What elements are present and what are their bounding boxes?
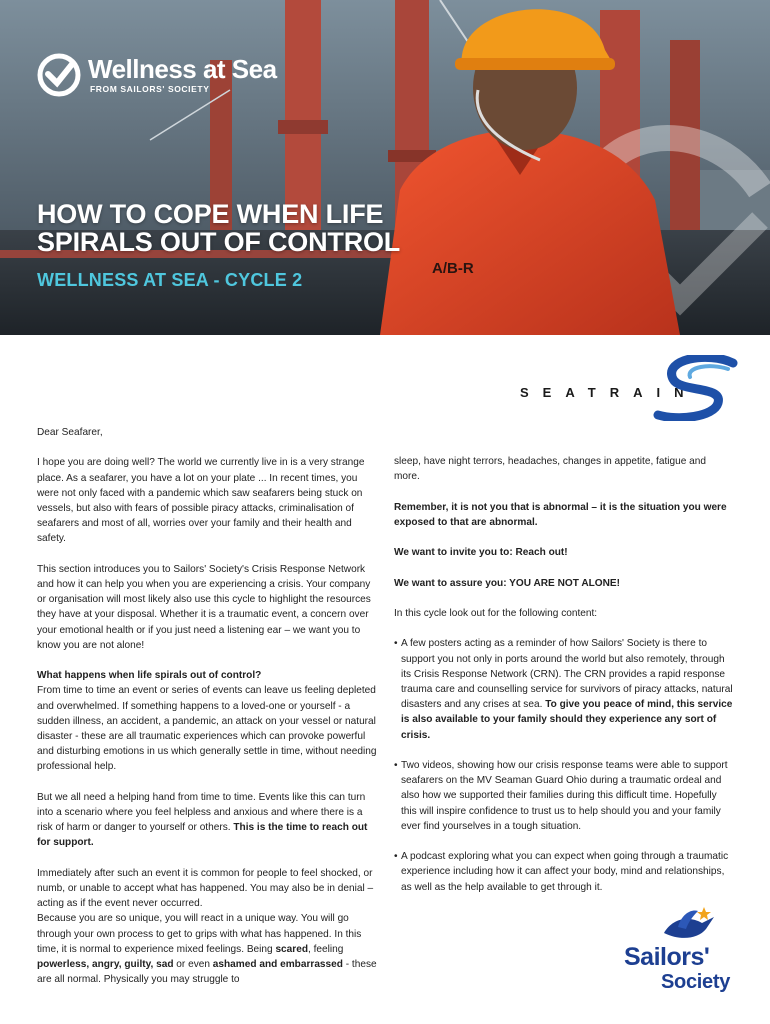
hero-banner (0, 0, 770, 335)
check-circle-icon (36, 52, 82, 98)
invite-bold: We want to invite you to: Reach out! (394, 547, 568, 559)
bullet-marker: • (394, 759, 398, 771)
brand-title: Wellness at Sea (88, 54, 277, 84)
dove-icon (658, 905, 718, 945)
reactions-text-b: Because you are so unique, you will react in a unique way. You will go through your own process to get to grips with what has happened. In this time, it is normal to experience mixed feelings. Being (37, 913, 362, 955)
coverall-badge-text: A/B-R (432, 260, 474, 277)
list-item (394, 849, 734, 895)
videos-text: Two videos, showing how our crisis response teams were able to support seafarers on the MV Seaman Guard Ohio during a traumatic ordeal and also how we supported their families during this difficult time. Hopefully this will inspire confidence to trust us to help should you and your family ever find yourselves in a tough situation. (401, 759, 728, 832)
crisis-network-paragraph: This section introduces you to Sailors' Society's Crisis Response Network and how it can help you when you are experiencing a crisis. Your company or organisation will most likely also use this cycle to highlight the resources they have at your disposal. Whether it is a traumatic event, a concern over your emotional health or if you just need a listening ear – we want you to know you are not alone! (37, 563, 371, 651)
helping-hand-paragraph (37, 790, 377, 851)
reach-out-callout: This is the time to reach out for support. (37, 822, 368, 849)
greeting: Dear Seafarer, (37, 427, 103, 438)
podcast-text: A podcast exploring what you can expect when going through a traumatic experience including how it can affect your body, mind and relationships, as well as the help available to get through it. (401, 851, 729, 893)
bullet-marker: • (394, 851, 398, 863)
list-item (394, 636, 734, 742)
lookout-paragraph: In this cycle look out for the following content: (394, 607, 598, 619)
wellness-at-sea-logo (36, 52, 277, 98)
seatrain-logo (520, 355, 750, 421)
right-column (394, 454, 734, 910)
society-wordmark: Society (661, 971, 731, 993)
reactions-paragraph (37, 866, 377, 988)
reactions-or: or even (173, 959, 213, 971)
symptoms-paragraph: sleep, have night terrors, headaches, changes in appetite, fatigue and more. (394, 456, 706, 483)
posters-bold: To give you peace of mind, this service is also available to your family should they experience any sort of crisis. (401, 699, 733, 741)
remember-bold: Remember, it is not you that is abnormal – it is the situation you were exposed to that are abnormal. (394, 501, 727, 528)
seatrain-s-icon (638, 355, 738, 421)
star-icon (697, 907, 711, 920)
spirals-text: From time to time an event or series of events can leave us feeling depleted and overwhelmed. If something happens to a loved-one or yourself - a sudden illness, an accident, a pandemic, an attack on your vessel or natural disaster - these are all traumatic experiences which can provoke powerful and disturbing emotions in us which generally settle in time, without needing professional help. (37, 685, 377, 773)
assure-bold: We want to assure you: YOU ARE NOT ALONE! (394, 577, 621, 589)
feelings-bold: powerless, angry, guilty, sad (37, 959, 174, 971)
invite-paragraph (394, 545, 734, 560)
sailors-society-logo (620, 905, 740, 1005)
page-subtitle: WELLNESS AT SEA - CYCLE 2 (37, 270, 303, 290)
spirals-paragraph (37, 668, 377, 774)
brand-subtitle: FROM SAILORS' SOCIETY (90, 84, 210, 94)
section-heading: What happens when life spirals out of control? (37, 670, 262, 682)
assure-paragraph (394, 576, 734, 591)
ashamed-bold: ashamed and embarrassed (212, 959, 343, 971)
title-line-2: SPIRALS OUT OF CONTROL (37, 227, 401, 257)
remember-paragraph (394, 500, 734, 530)
helping-hand-text: But we all need a helping hand from time to time. Events like this can turn into a scenario where you feel helpless and anxious and where there is a risk of harm or danger to yourself or others. (37, 791, 366, 834)
title-line-1: HOW TO COPE WHEN LIFE (37, 199, 384, 229)
intro-paragraph: I hope you are doing well? The world we currently live in is a very strange place. As a seafarer, you have a lot on your plate ... In recent times, you were not only faced with a pandemic which saw seafarers being stuck on vessels, but also with fears of possible piracy attacks, criminalisation of seafarers and most of all, worries over your family and their health and safety. (37, 457, 365, 545)
sailors-wordmark: Sailors' (624, 943, 710, 971)
seatrain-wordmark: SEATRAIN (520, 385, 698, 400)
page-title (37, 200, 400, 256)
posters-text: A few posters acting as a reminder of how Sailors' Society is there to support you not only in ports around the world but also remotely, through its Crisis Response Network (CRN). The CRN provides a rapid response trauma care and counselling service for survivors of piracy attacks, natural disasters and any crises at sea. (401, 638, 733, 711)
list-item (394, 758, 734, 834)
bullet-marker: • (394, 638, 398, 650)
reactions-mid: , feeling (308, 943, 344, 955)
reactions-end: - these are all normal. Physically you may struggle to (37, 959, 377, 986)
scared-bold: scared (275, 943, 308, 955)
left-column (37, 425, 377, 1003)
reactions-text-a: Immediately after such an event it is common for people to feel shocked, or numb, or unable to accept what has happened. You may also be in denial – acting as if the event never occurred. (37, 867, 374, 910)
